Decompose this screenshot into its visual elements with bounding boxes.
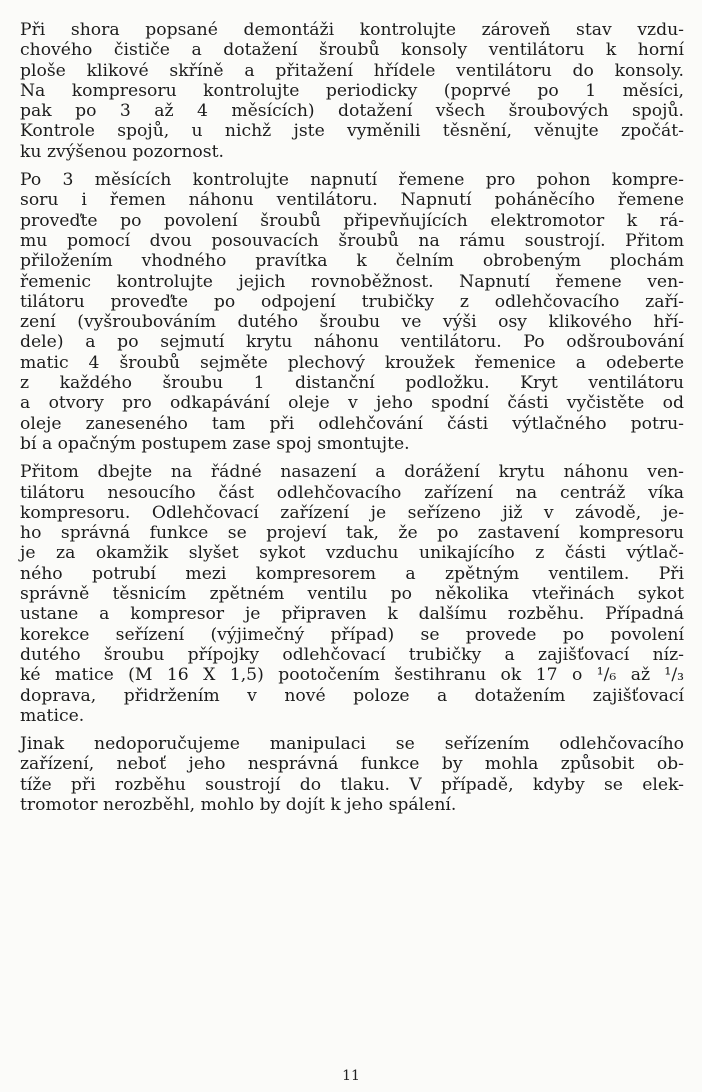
text-line: soru i řemen náhonu ventilátoru. Napnutí poháněcího řemene	[20, 190, 684, 211]
text-line: tilátoru nesoucího část odlehčovacího zařízení na centráž víka	[20, 482, 684, 503]
text-line: zení (vyšroubováním dutého šroubu ve výši osy klikového hří-	[20, 312, 684, 333]
text-line: ké matice (M 16 X 1,5) pootočením šestihranu ok 17 o ¹/₆ až ¹/₃	[20, 665, 684, 686]
text-line: řemenic kontrolujte jejich rovnoběžnost. Napnutí řemene ven-	[20, 271, 684, 292]
text-line: tromotor nerozběhl, mohlo by dojít k jeho spálení.	[20, 794, 457, 815]
text-line: dutého šroubu přípojky odlehčovací trubičky a zajišťovací níz-	[20, 644, 684, 665]
text-line: ustane a kompresor je připraven k dalšímu rozběhu. Případná	[20, 604, 684, 625]
text-line: Při shora popsané demontáži kontrolujte zároveň stav vzdu-	[20, 20, 684, 40]
paragraph-1	[20, 20, 684, 162]
text-line: matic 4 šroubů sejměte plechový kroužek řemenice a odeberte	[20, 352, 684, 373]
text-line: tilátoru proveďte po odpojení trubičky z odlehčovacího zaří-	[20, 291, 684, 312]
text-line: pak po 3 až 4 měsících) dotažení všech šroubových spojů.	[20, 101, 684, 122]
text-line: chového čističe a dotažení šroubů konsoly ventilátoru k horní	[20, 40, 684, 61]
text-line: oleje zaneseného tam při odlehčování části výtlačného potru-	[20, 413, 684, 434]
text-line: ného potrubí mezi kompresorem a zpětným ventilem. Při	[20, 563, 684, 584]
text-line: tíže při rozběhu soustrojí do tlaku. V případě, kdyby se elek-	[20, 774, 684, 795]
text-line: zařízení, neboť jeho nesprávná funkce by mohla způsobit ob-	[20, 754, 684, 775]
paragraph-2	[20, 170, 684, 454]
text-line: korekce seřízení (výjimečný případ) se provede po povolení	[20, 624, 684, 645]
text-line: ku zvýšenou pozornost.	[20, 141, 224, 162]
text-line: doprava, přidržením v nové poloze a dotažením zajišťovací	[20, 685, 684, 706]
document-body	[20, 20, 684, 823]
paragraph-3	[20, 462, 684, 726]
text-line: Na kompresoru kontrolujte periodicky (poprvé po 1 měsíci,	[20, 80, 684, 101]
text-line: Přitom dbejte na řádné nasazení a dorážení krytu náhonu ven-	[20, 462, 684, 483]
text-line: kompresoru. Odlehčovací zařízení je seřízeno již v závodě, je-	[20, 502, 684, 523]
text-line: ho správná funkce se projeví tak, že po zastavení kompresoru	[20, 523, 684, 544]
text-line: správně těsnicím zpětném ventilu po několika vteřinách sykot	[20, 584, 684, 605]
text-line: z každého šroubu 1 distanční podložku. Kryt ventilátoru	[20, 373, 684, 394]
text-line: Po 3 měsících kontrolujte napnutí řemene pro pohon kompre-	[20, 170, 684, 191]
text-line: matice.	[20, 705, 85, 726]
text-line: je za okamžik slyšet sykot vzduchu unikajícího z části výtlač-	[20, 543, 684, 564]
text-line: a otvory pro odkapávání oleje v jeho spodní části vyčistěte od	[20, 393, 684, 414]
text-line: ploše klikové skříně a přitažení hřídele ventilátoru do konsoly.	[20, 60, 684, 81]
text-line: přiložením vhodného pravítka k čelním obrobeným plochám	[20, 251, 684, 272]
text-line: dele) a po sejmutí krytu náhonu ventilátoru. Po odšroubování	[20, 332, 684, 353]
text-line: bí a opačným postupem zase spoj smontujte.	[20, 433, 410, 454]
text-line: Jinak nedoporučujeme manipulaci se seřízením odlehčovacího	[20, 734, 684, 755]
paragraph-4	[20, 734, 684, 815]
text-line: Kontrole spojů, u nichž jste vyměnili těsnění, věnujte zpočát-	[20, 121, 684, 142]
text-line: proveďte po povolení šroubů připevňujících elektromotor k rá-	[20, 210, 684, 231]
text-line: mu pomocí dvou posouvacích šroubů na rámu soustrojí. Přitom	[20, 230, 684, 251]
page-number: 11	[342, 1068, 360, 1084]
